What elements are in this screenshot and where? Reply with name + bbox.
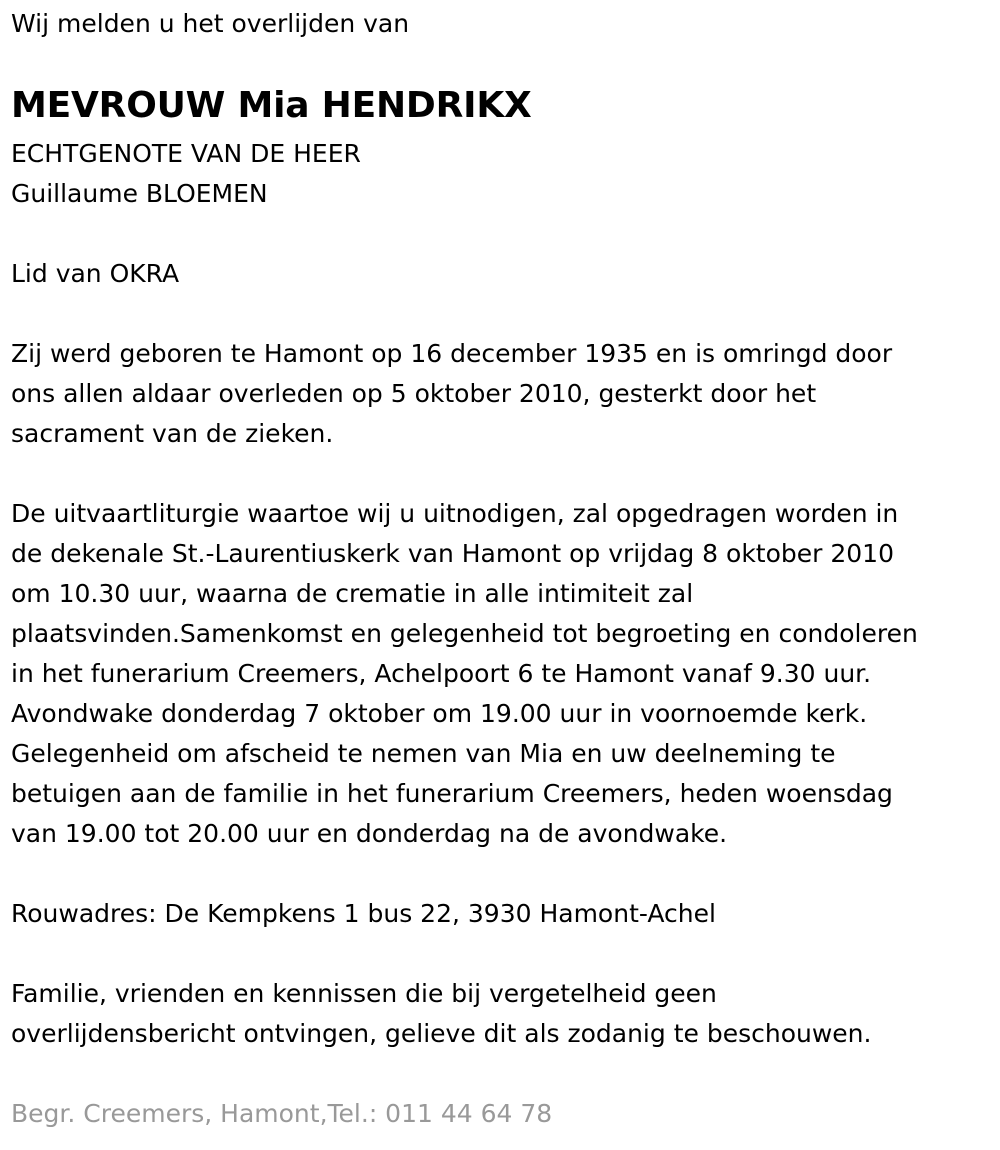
paragraph-line: Zij werd geboren te Hamont op 16 december 1935 en is omringd door (11, 339, 893, 368)
paragraph-line: Gelegenheid om afscheid te nemen van Mia en uw deelneming te (11, 739, 836, 768)
membership-text: Lid van OKRA (11, 259, 180, 288)
paragraph-line: sacrament van de zieken. (11, 419, 334, 448)
paragraph-line: Avondwake donderdag 7 oktober om 19.00 uur in voornoemde kerk. (11, 699, 868, 728)
paragraph-line: plaatsvinden.Samenkomst en gelegenheid tot begroeting en condoleren (11, 619, 918, 648)
paragraph-line: betuigen aan de familie in het funerarium Creemers, heden woensdag (11, 779, 893, 808)
paragraph-line: De uitvaartliturgie waartoe wij u uitnodigen, zal opgedragen worden in (11, 499, 899, 528)
relation-line-2: Guillaume BLOEMEN (11, 179, 268, 208)
intro-text: Wij melden u het overlijden van (11, 9, 410, 38)
relation-line-1: ECHTGENOTE VAN DE HEER (11, 139, 361, 168)
deceased-name: MEVROUW Mia HENDRIKX (11, 85, 532, 126)
funeral-home-footer: Begr. Creemers, Hamont,Tel.: 011 44 64 78 (11, 1099, 553, 1128)
paragraph-line: de dekenale St.-Laurentiuskerk van Hamont op vrijdag 8 oktober 2010 (11, 539, 894, 568)
paragraph-line: overlijdensbericht ontvingen, gelieve dit als zodanig te beschouwen. (11, 1019, 872, 1048)
paragraph-line: in het funerarium Creemers, Achelpoort 6 te Hamont vanaf 9.30 uur. (11, 659, 872, 688)
paragraph-line: om 10.30 uur, waarna de crematie in alle intimiteit zal (11, 579, 694, 608)
paragraph-line: ons allen aldaar overleden op 5 oktober 2010, gesterkt door het (11, 379, 817, 408)
paragraph-line: Familie, vrienden en kennissen die bij vergetelheid geen (11, 979, 717, 1008)
paragraph-line: van 19.00 tot 20.00 uur en donderdag na de avondwake. (11, 819, 728, 848)
mourning-address: Rouwadres: De Kempkens 1 bus 22, 3930 Hamont-Achel (11, 899, 716, 928)
